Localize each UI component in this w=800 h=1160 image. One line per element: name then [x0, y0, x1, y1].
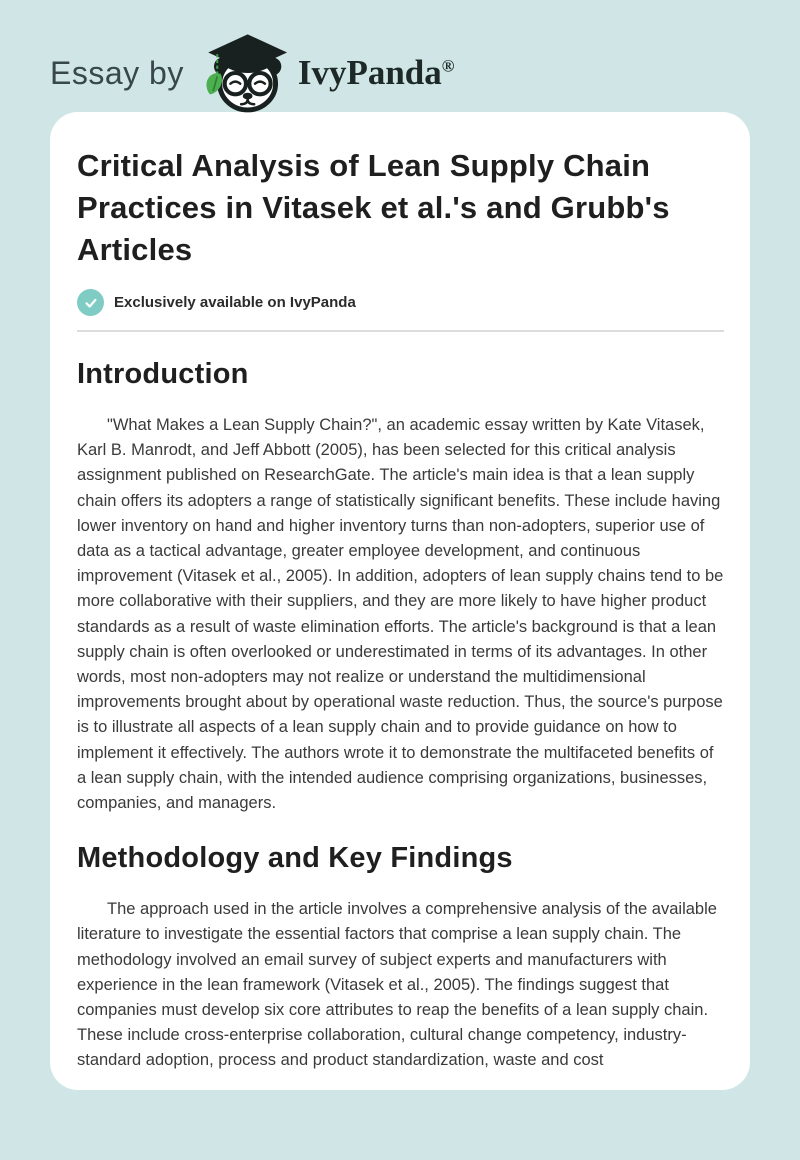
introduction-heading: Introduction: [77, 358, 249, 390]
availability-badge-label: Exclusively available on IvyPanda: [114, 294, 356, 311]
check-icon: [77, 289, 104, 316]
section-introduction: [77, 358, 724, 816]
ivypanda-logo[interactable]: [200, 31, 455, 115]
brand-name: [298, 53, 455, 93]
methodology-paragraph: The approach used in the article involves a comprehensive analysis of the available literature to investigate the essential factors that comprise a lean supply chain. The methodology involved an email survey of subject experts and manufacturers with experience in the lean framework (Vitasek et al., 2005). The findings suggest that companies must develop six core attributes to reap the benefits of a lean supply chain. These include cross-enterprise collaboration, cultural change competency, industry-standard adoption, process and product standardization, waste and cost: [77, 900, 717, 1070]
introduction-paragraph: "What Makes a Lean Supply Chain?", an academic essay written by Kate Vitasek, Karl B. Manrodt, and Jeff Abbott (2005), has been selected for this critical analysis assignment published on ResearchGate. The article's main idea is that a lean supply chain offers its adopters a range of statistically significant benefits. These include having lower inventory on hand and higher inventory turns than non-adopters, superior use of data as a tactical advantage, greater employee development, and continuous improvement (Vitasek et al., 2005). In addition, adopters of lean supply chains tend to be more collaborative with their suppliers, and they are more likely to have higher product standards as a result of waste elimination efforts. The article's background is that a lean supply chain is often overlooked or underestimated in terms of its advantages. In other words, most non-adopters may not realize or understand the multidimensional improvements brought about by operational waste reduction. Thus, the source's purpose is to illustrate all aspects of a lean supply chain and to provide guidance on how to implement it effectively. The authors wrote it to demonstrate the multifaceted benefits of a lean supply chain, with the intended audience comprising organizations, businesses, companies, and managers.: [77, 416, 724, 813]
availability-badge: [77, 289, 724, 316]
panda-graduate-icon: [200, 31, 292, 115]
essay-title: Critical Analysis of Lean Supply Chain Practices in Vitasek et al.'s and Grubb's Articles: [77, 148, 670, 267]
registered-mark: ®: [441, 56, 455, 76]
essay-card: [50, 112, 750, 1090]
section-methodology: [77, 842, 724, 1073]
essay-by-label: Essay by: [50, 54, 184, 91]
methodology-heading: Methodology and Key Findings: [77, 842, 513, 875]
brand-text: IvyPanda: [297, 53, 442, 92]
divider: [77, 330, 724, 332]
site-header: [0, 0, 800, 112]
